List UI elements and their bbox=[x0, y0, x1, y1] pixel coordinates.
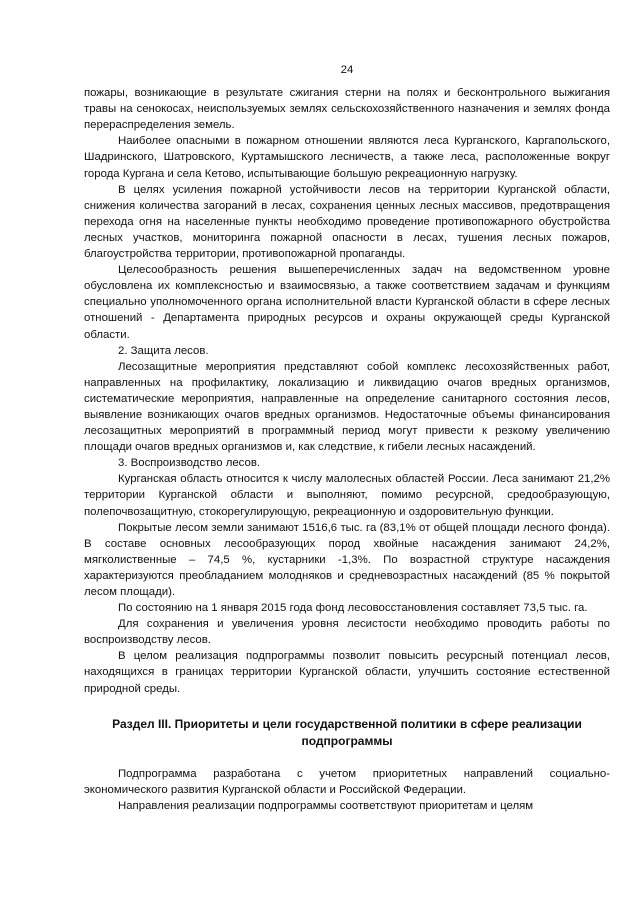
paragraph-departmental-level: Целесообразность решения вышеперечисленных задач на ведомственном уровне обусловлена их комплексностью и взаимосвязью, а также соответствием задачам и функциям специально уполномоченного органа исполнительной власти Курганской области в сфере лесных отношений - Департамента природных ресурсов и охраны окружающей среды Курганской области. bbox=[84, 264, 610, 341]
paragraph-dangerous-forests: Наиболее опасными в пожарном отношении являются леса Курганского, Каргапольского, Шадринского, Шатровского, Куртамышского лесничеств, а также леса, расположенные вокруг города Кургана и села Кетово, испытывающие большую рекреационную нагрузку. bbox=[84, 135, 610, 180]
paragraph-subprogram-developed: Подпрограмма разработана с учетом приоритетных направлений социально-экономического развития Курганской области и Российской Федерации. bbox=[84, 767, 610, 796]
subheading-forest-protection: 2. Защита лесов. bbox=[118, 344, 209, 357]
page-number: 24 bbox=[340, 64, 354, 76]
paragraph-subprogram-result: В целом реализация подпрограммы позволит повысить ресурсный потенциал лесов, находящихся в границах территории Курганской области, улучшить состояние естественной природной среды. bbox=[84, 650, 610, 695]
paragraph-low-forest-region: Курганская область относится к числу малолесных областей России. Леса занимают 21,2% территории Курганской области и выполняют, помимо ресурсной, средообразующую, полепочвозащитную, стокорегулирующую, рекреационную и оздоровительную функции. bbox=[84, 473, 610, 518]
paragraph-forest-covered-land: Покрытые лесом земли занимают 1516,6 тыс. га (83,1% от общей площади лесного фонда). В составе основных лесообразующих пород хвойные насаждения занимают 24,2%, мягколиственные – 74,5 %, кустарники -1,3%. По возрастной структуре насаждения характеризуются преобладанием молодняков и средневозрастных насаждений (85 % покрытой лесом площади). bbox=[84, 521, 610, 598]
paragraph-fire-resistance: В целях усиления пожарной устойчивости лесов на территории Курганской области, снижения количества загораний в лесах, сохранения ценных лесных массивов, предотвращения перехода огня на населенные пункты необходимо проведение противопожарного обустройства лесных участков, мониторинга пожарной опасности в лесах, тушения лесных пожаров, благоустройства территории, противопожарной пропаганды. bbox=[84, 183, 610, 261]
paragraph-reforestation-fund: По состоянию на 1 января 2015 года фонд лесовосстановления составляет 73,5 тыс. га. bbox=[118, 602, 588, 615]
subheading-forest-reproduction: 3. Воспроизводство лесов. bbox=[118, 457, 261, 470]
paragraph-forest-cover-preservation: Для сохранения и увеличения уровня лесистости необходимо проводить работы по воспроизводству лесов. bbox=[84, 618, 610, 647]
paragraph-protection-measures: Лесозащитные мероприятия представляют собой комплекс лесохозяйственных работ, направленных на профилактику, локализацию и ликвидацию очагов вредных организмов, систематические мероприятия, направленные на определение санитарного состояния лесов, выявление возникающих очагов вредных организмов. Недостаточные объемы финансирования лесозащитных мероприятий в программный период могут привести к резкому увеличению площади очагов вредных организмов и, как следствие, к гибели лесных насаждений. bbox=[84, 360, 610, 454]
paragraph-subprogram-directions: Направления реализации подпрограммы соответствуют приоритетам и целям bbox=[118, 799, 534, 812]
paragraph-fire-sources: пожары, возникающие в результате сжигания стерни на полях и бесконтрольного выжигания травы на сенокосах, неиспользуемых землях сельскохозяйственного назначения и землях фонда перераспределения земель. bbox=[84, 87, 610, 132]
document-page bbox=[84, 62, 610, 814]
section-heading: Раздел III. Приоритеты и цели государственной политики в сфере реализации подпрограммы bbox=[112, 716, 582, 748]
